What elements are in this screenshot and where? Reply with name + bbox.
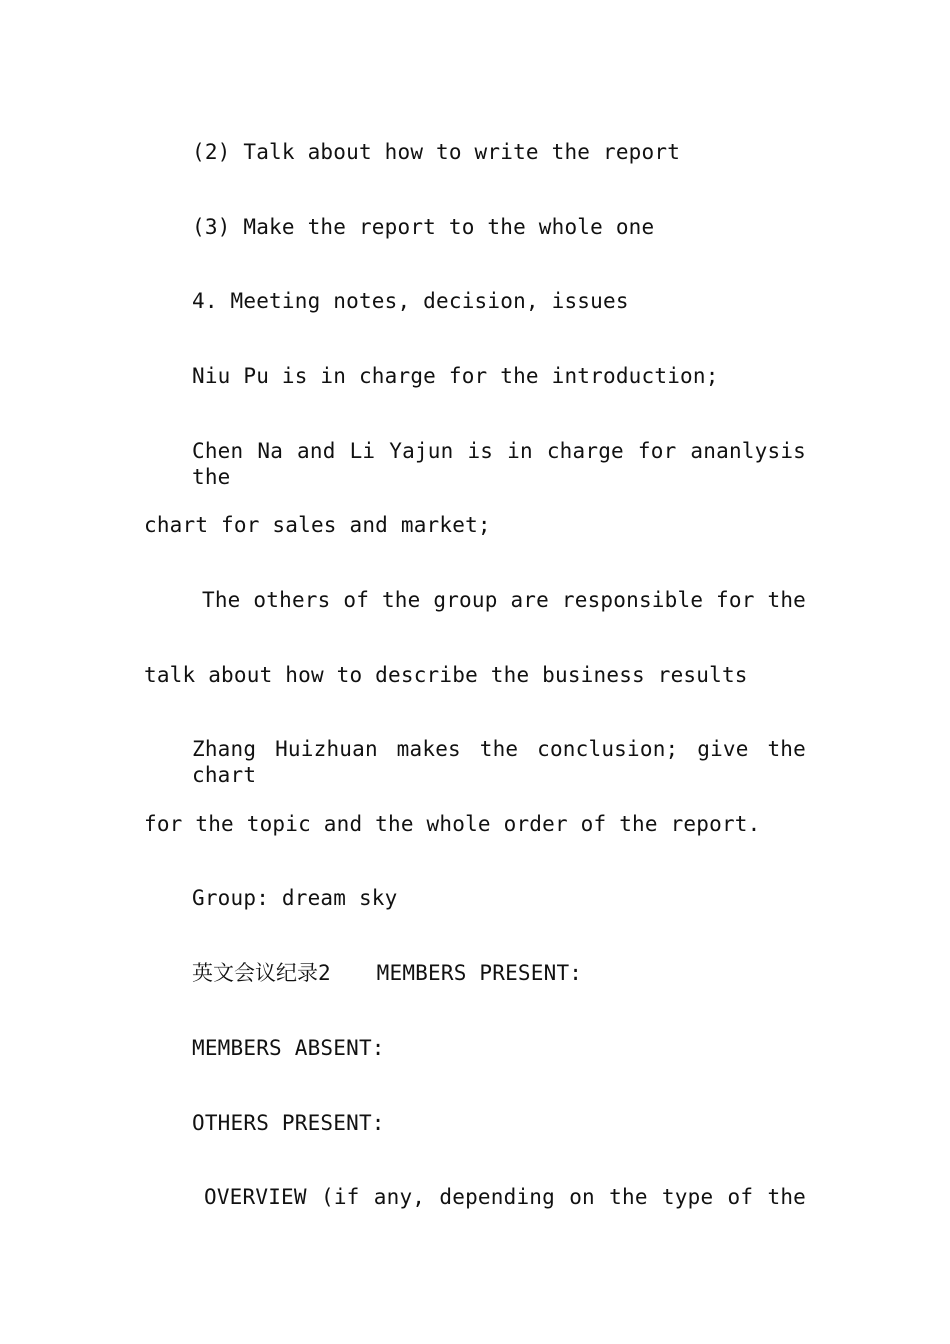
paragraph-chen-na-line-1: Chen Na and Li Yajun is in charge for ananlysis the <box>192 439 806 489</box>
list-item-make-report: (3) Make the report to the whole one <box>192 215 655 239</box>
paragraph-others-line-2: talk about how to describe the business results <box>144 663 748 687</box>
paragraph-others-line-1: The others of the group are responsible for the <box>202 588 806 612</box>
section-heading-row <box>192 960 806 986</box>
group-name: Group: dream sky <box>192 886 398 910</box>
list-item-talk-report: (2) Talk about how to write the report <box>192 140 681 164</box>
section-meeting-notes: 4. Meeting notes, decision, issues <box>192 289 629 313</box>
paragraph-zhang-line-1: Zhang Huizhuan makes the conclusion; give the chart <box>192 737 806 787</box>
overview-line: OVERVIEW (if any, depending on the type of the <box>204 1185 806 1209</box>
members-absent-label: MEMBERS ABSENT: <box>192 1036 385 1060</box>
others-present-label: OTHERS PRESENT: <box>192 1111 385 1135</box>
section-heading: 英文会议纪录2 <box>192 961 331 985</box>
paragraph-niu-pu: Niu Pu is in charge for the introduction; <box>192 364 719 388</box>
paragraph-zhang-line-2: for the topic and the whole order of the report. <box>144 812 761 836</box>
members-present-label: MEMBERS PRESENT: <box>376 961 583 985</box>
paragraph-chen-na-line-2: chart for sales and market; <box>144 513 491 537</box>
